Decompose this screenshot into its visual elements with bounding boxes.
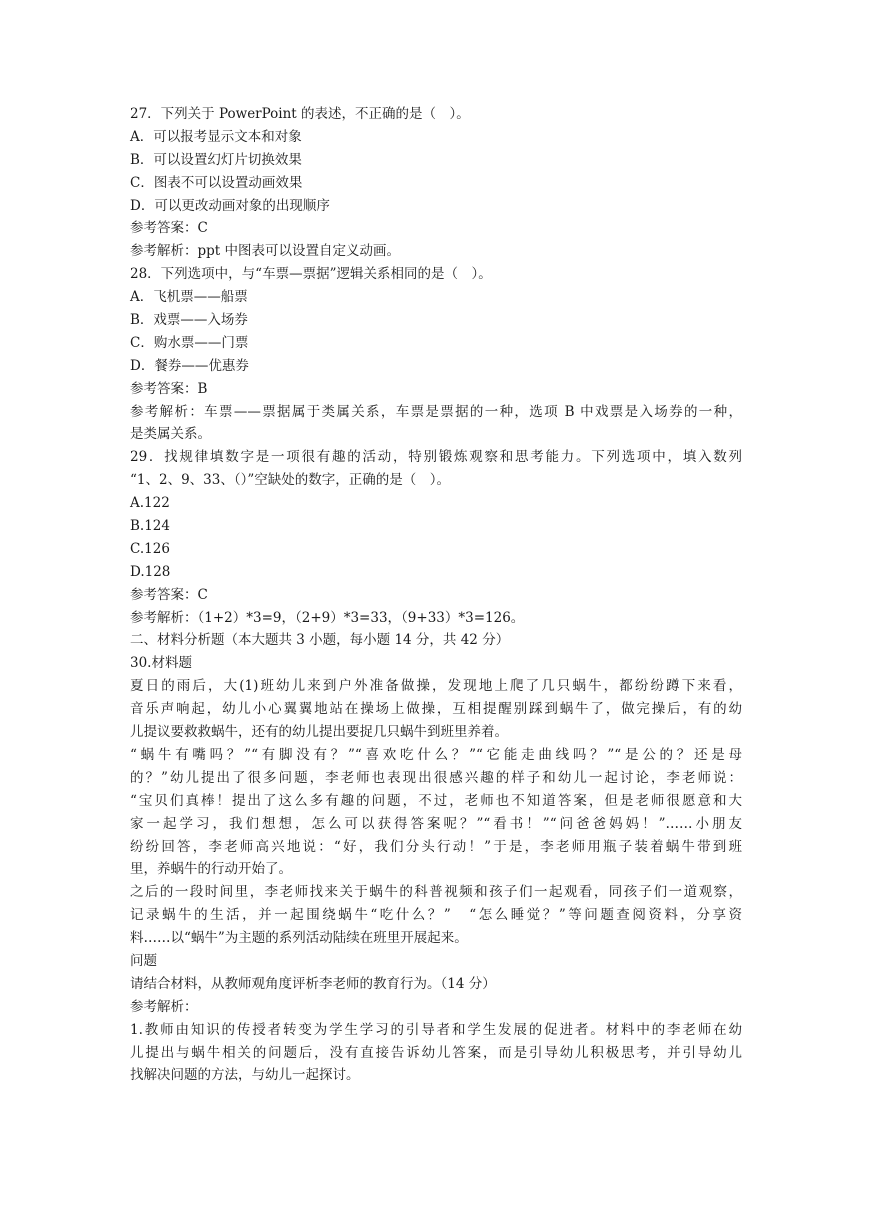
analysis-point-1-line-3: 找解决问题的方法，与幼儿一起探讨。 bbox=[130, 1067, 360, 1084]
document-page bbox=[130, 103, 742, 1087]
q29-answer: 参考答案：C bbox=[130, 586, 208, 603]
q28-option-a: A．飞机票——船票 bbox=[130, 289, 248, 306]
material-paragraph-2-line-6: 里，养蜗牛的行动开始了。 bbox=[130, 861, 292, 878]
q28-option-d: D．餐券——优惠券 bbox=[130, 357, 249, 374]
analysis-point-1-line-1: 1.教师由知识的传授者转变为学生学习的引导者和学生发展的促进者。材料中的李老师在幼 bbox=[130, 1021, 742, 1038]
material-paragraph-2-line-5: 纷纷回答，李老师高兴地说：“好，我们分头行动！”于是，李老师用瓶子装着蜗牛带到班 bbox=[130, 838, 742, 855]
material-paragraph-3-line-3: 料……以“蜗牛”为主题的系列活动陆续在班里开展起来。 bbox=[130, 930, 468, 947]
material-paragraph-1-line-3: 儿提议要救救蜗牛，还有的幼儿提出要捉几只蜗牛到班里养着。 bbox=[130, 724, 508, 741]
q28-answer: 参考答案：B bbox=[130, 380, 208, 397]
q27-answer: 参考答案：C bbox=[130, 220, 208, 237]
q28-option-b: B．戏票——入场券 bbox=[130, 312, 248, 329]
question-prompt: 请结合材料，从教师观角度评析李老师的教育行为。（14 分） bbox=[130, 975, 496, 992]
q29-option-c: C.126 bbox=[130, 540, 170, 557]
q27-option-b: B．可以设置幻灯片切换效果 bbox=[130, 151, 302, 168]
material-paragraph-2-line-4: 家一起学习，我们想想，怎么可以获得答案呢？”“看书！”“问爸爸妈妈！”……小朋友 bbox=[130, 815, 742, 832]
q27-explanation: 参考解析：ppt 中图表可以设置自定义动画。 bbox=[130, 243, 400, 260]
material-paragraph-3-line-1: 之后的一段时间里，李老师找来关于蜗牛的科普视频和孩子们一起观看，同孩子们一道观察， bbox=[130, 884, 742, 901]
q29-option-b: B.124 bbox=[130, 518, 170, 535]
q27-option-c: C．图表不可以设置动画效果 bbox=[130, 174, 303, 191]
question-30-title: 30.材料题 bbox=[130, 655, 192, 672]
material-paragraph-2-line-1: “蜗牛有嘴吗？”“有脚没有？”“喜欢吃什么？”“它能走曲线吗？”“是公的？还是母 bbox=[130, 746, 742, 763]
analysis-label: 参考解析： bbox=[130, 998, 198, 1015]
material-paragraph-3-line-2: 记录蜗牛的生活，并一起围绕蜗牛“吃什么？” “怎么睡觉？”等问题查阅资料，分享资 bbox=[130, 907, 742, 924]
material-paragraph-2-line-3: “宝贝们真棒！提出了这么多有趣的问题，不过，老师也不知道答案，但是老师很愿意和大 bbox=[130, 792, 742, 809]
question-27: 27．下列关于 PowerPoint 的表述，不正确的是（ ）。 bbox=[130, 106, 470, 122]
section-heading: 二、材料分析题（本大题共 3 小题，每小题 14 分，共 42 分） bbox=[130, 632, 510, 649]
material-paragraph-2-line-2: 的？”幼儿提出了很多问题，李老师也表现出很感兴趣的样子和幼儿一起讨论，李老师说： bbox=[130, 769, 742, 786]
material-paragraph-1-line-2: 音乐声响起，幼儿小心翼翼地站在操场上做操，互相提醒别踩到蜗牛了，做完操后，有的幼 bbox=[130, 701, 742, 718]
question-29-line-1: 29．找规律填数字是一项很有趣的活动，特别锻炼观察和思考能力。下列选项中，填入数列 bbox=[130, 449, 742, 466]
q27-option-d: D．可以更改动画对象的出现顺序 bbox=[130, 197, 330, 214]
question-29-line-2: “1、2、9、33、（）”空缺处的数字，正确的是（ ）。 bbox=[130, 472, 450, 489]
analysis-point-1-line-2: 儿提出与蜗牛相关的问题后，没有直接告诉幼儿答案，而是引导幼儿积极思考，并引导幼儿 bbox=[130, 1044, 742, 1061]
q28-explanation-line-2: 是类属关系。 bbox=[130, 426, 211, 443]
q28-explanation-line-1: 参考解析：车票——票据属于类属关系，车票是票据的一种，选项 B 中戏票是入场券的一种， bbox=[130, 403, 742, 420]
material-paragraph-1-line-1: 夏日的雨后，大(1)班幼儿来到户外准备做操，发现地上爬了几只蜗牛，都纷纷蹲下来看， bbox=[130, 678, 742, 695]
q29-option-d: D.128 bbox=[130, 563, 171, 580]
q29-explanation: 参考解析：（1+2）*3=9，（2+9）*3=33，（9+33）*3=126。 bbox=[130, 609, 525, 626]
question-28: 28．下列选项中，与“车票—票据”逻辑关系相同的是（ ）。 bbox=[130, 266, 492, 283]
q28-option-c: C．购水票——门票 bbox=[130, 334, 249, 351]
q27-option-a: A．可以报考显示文本和对象 bbox=[130, 128, 302, 145]
question-label: 问题 bbox=[130, 952, 157, 969]
q29-option-a: A.122 bbox=[130, 495, 170, 512]
